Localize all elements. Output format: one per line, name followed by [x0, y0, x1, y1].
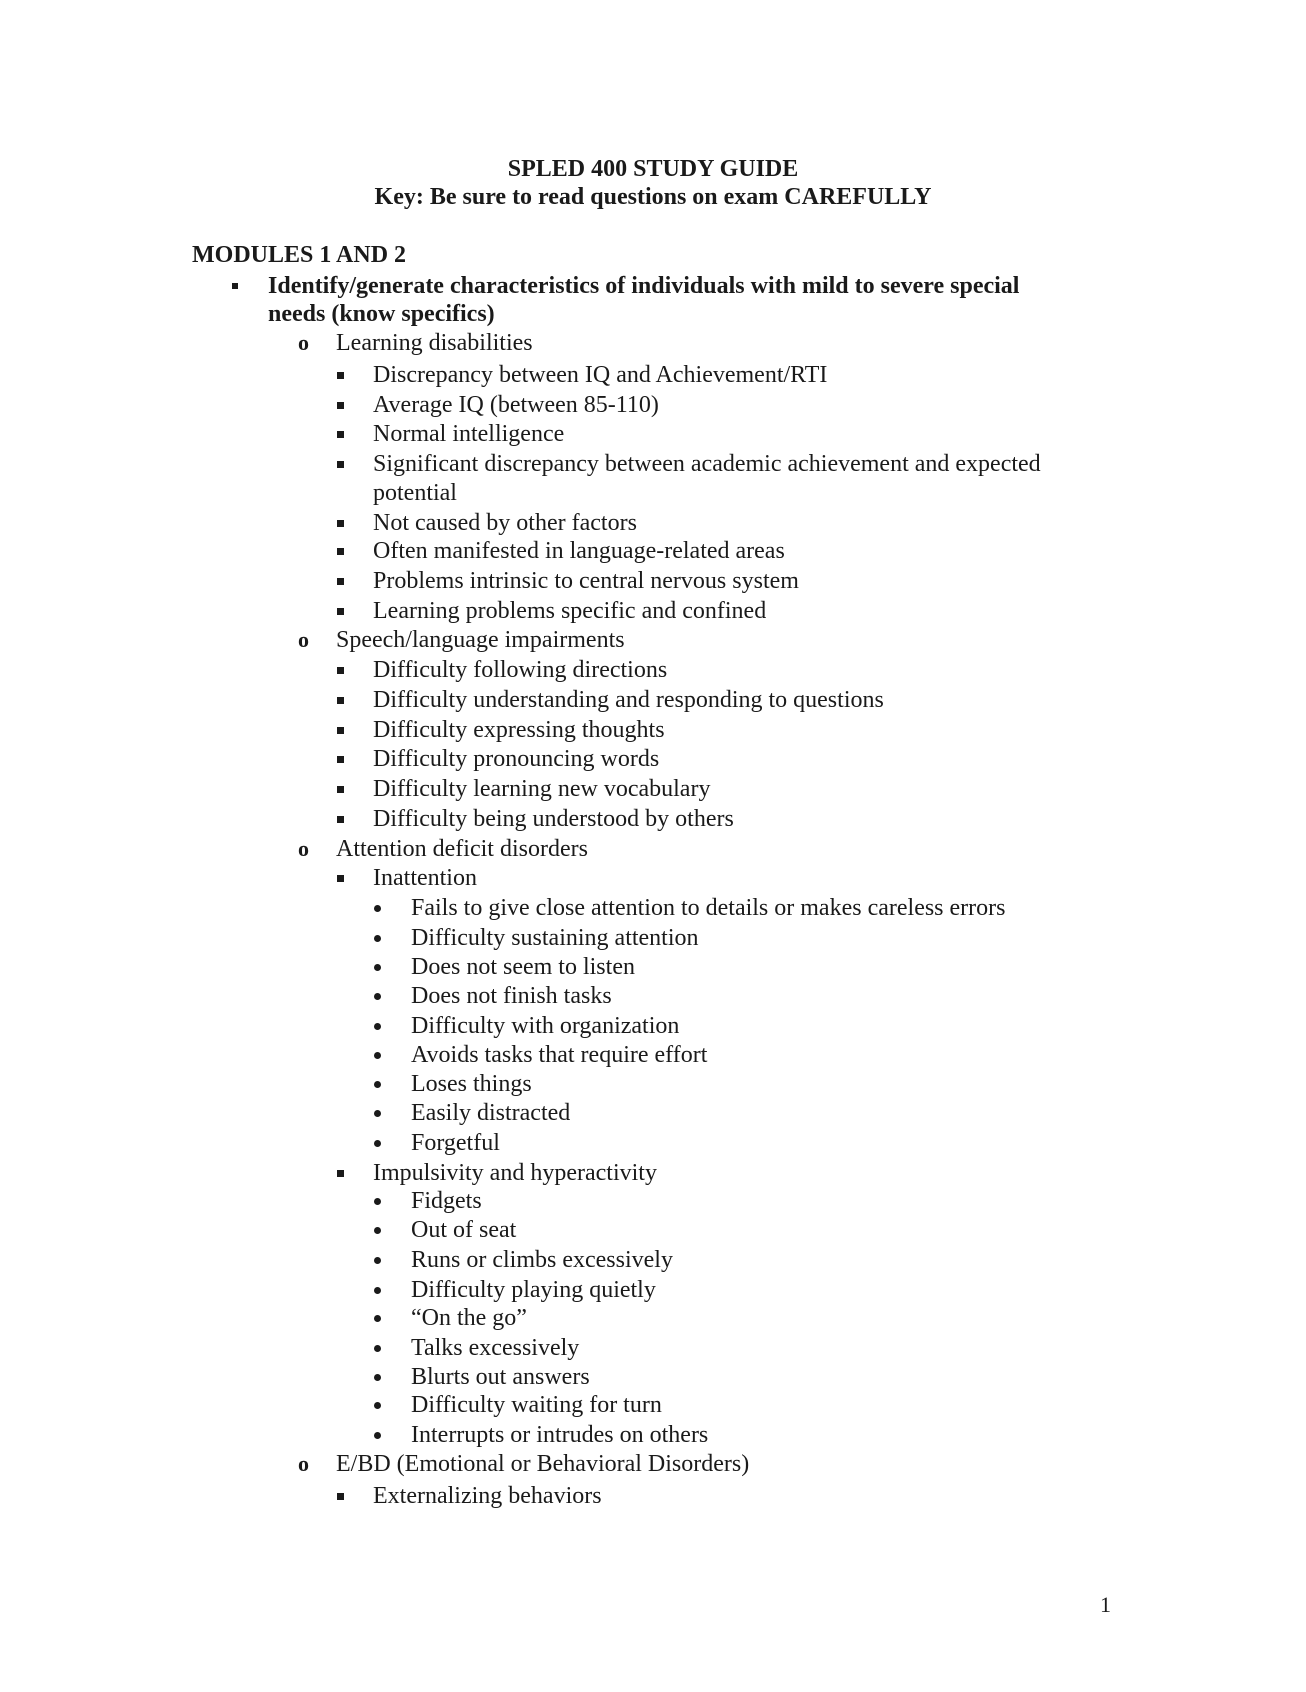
subgroup-label: Impulsivity and hyperactivity	[373, 1160, 657, 1186]
dot-bullet-icon	[374, 1345, 381, 1352]
square-bullet-icon	[337, 461, 344, 468]
list-item: Does not finish tasks	[411, 983, 612, 1009]
dot-bullet-icon	[374, 905, 381, 912]
square-bullet-icon	[337, 548, 344, 555]
dot-bullet-icon	[374, 1287, 381, 1294]
square-bullet-icon	[337, 786, 344, 793]
square-bullet-icon	[337, 727, 344, 734]
dot-bullet-icon	[374, 1227, 381, 1234]
dot-bullet-icon	[374, 1140, 381, 1147]
category-label: Learning disabilities	[336, 330, 533, 356]
dot-bullet-icon	[374, 993, 381, 1000]
dot-bullet-icon	[374, 1402, 381, 1409]
square-bullet-icon	[337, 875, 344, 882]
list-item: Normal intelligence	[373, 421, 565, 447]
list-item: Externalizing behaviors	[373, 1483, 602, 1509]
objective-line: needs (know specifics)	[268, 301, 495, 327]
list-item: Difficulty waiting for turn	[411, 1392, 662, 1418]
square-bullet-icon	[337, 431, 344, 438]
list-item: Difficulty being understood by others	[373, 806, 734, 832]
list-item: Difficulty learning new vocabulary	[373, 776, 711, 802]
category-label: Attention deficit disorders	[336, 836, 588, 862]
list-item: Significant discrepancy between academic achievement and expected	[373, 451, 1041, 477]
dot-bullet-icon	[374, 1315, 381, 1322]
list-item: Fidgets	[411, 1188, 482, 1214]
list-item: Often manifested in language-related areas	[373, 538, 785, 564]
list-item: Difficulty expressing thoughts	[373, 717, 665, 743]
dot-bullet-icon	[374, 1023, 381, 1030]
dot-bullet-icon	[374, 1052, 381, 1059]
list-item: Difficulty with organization	[411, 1013, 680, 1039]
square-bullet-icon	[337, 402, 344, 409]
square-bullet-icon	[337, 520, 344, 527]
list-item: Learning problems specific and confined	[373, 598, 767, 624]
list-item: Easily distracted	[411, 1100, 571, 1126]
list-item: potential	[373, 480, 457, 506]
square-bullet-icon	[337, 1493, 344, 1500]
square-bullet-icon	[337, 1170, 344, 1177]
list-item: Does not seem to listen	[411, 954, 635, 980]
list-item: Difficulty following directions	[373, 657, 668, 683]
square-bullet-icon	[337, 372, 344, 379]
square-bullet-icon	[337, 697, 344, 704]
square-bullet-icon	[337, 816, 344, 823]
square-bullet-icon	[337, 608, 344, 615]
o-bullet-icon: o	[298, 836, 309, 861]
list-item: Avoids tasks that require effort	[411, 1042, 708, 1068]
list-item: Not caused by other factors	[373, 510, 637, 536]
list-item: Out of seat	[411, 1217, 517, 1243]
dot-bullet-icon	[374, 1198, 381, 1205]
square-bullet-icon	[337, 667, 344, 674]
objective-line: Identify/generate characteristics of individuals with mild to severe special	[268, 273, 1020, 299]
o-bullet-icon: o	[298, 627, 309, 652]
list-item: Difficulty understanding and responding to questions	[373, 687, 884, 713]
list-item: Blurts out answers	[411, 1364, 590, 1390]
list-item: Loses things	[411, 1071, 532, 1097]
square-bullet-icon	[337, 578, 344, 585]
list-item: Difficulty playing quietly	[411, 1277, 656, 1303]
o-bullet-icon: o	[298, 1451, 309, 1476]
list-item: Fails to give close attention to details or makes careless errors	[411, 895, 1006, 921]
list-item: Problems intrinsic to central nervous system	[373, 568, 799, 594]
list-item: Runs or climbs excessively	[411, 1247, 673, 1273]
list-item: Difficulty pronouncing words	[373, 746, 660, 772]
dot-bullet-icon	[374, 935, 381, 942]
document-subtitle: Key: Be sure to read questions on exam CAREFULLY	[374, 184, 932, 210]
o-bullet-icon: o	[298, 330, 309, 355]
list-item: Difficulty sustaining attention	[411, 925, 699, 951]
dot-bullet-icon	[374, 1110, 381, 1117]
list-item: Discrepancy between IQ and Achievement/RTI	[373, 362, 828, 388]
category-label: Speech/language impairments	[336, 627, 625, 653]
dot-bullet-icon	[374, 1257, 381, 1264]
list-item: Interrupts or intrudes on others	[411, 1422, 709, 1448]
subgroup-label: Inattention	[373, 865, 477, 891]
section-heading: MODULES 1 AND 2	[192, 242, 407, 268]
dot-bullet-icon	[374, 1432, 381, 1439]
dot-bullet-icon	[374, 1081, 381, 1088]
list-item: Average IQ (between 85-110)	[373, 392, 659, 418]
document-title: SPLED 400 STUDY GUIDE	[507, 156, 799, 182]
dot-bullet-icon	[374, 964, 381, 971]
square-bullet-icon	[337, 756, 344, 763]
dot-bullet-icon	[374, 1374, 381, 1381]
page-number: 1	[1100, 1592, 1111, 1617]
list-item: Talks excessively	[411, 1335, 580, 1361]
category-label: E/BD (Emotional or Behavioral Disorders)	[336, 1451, 750, 1477]
square-bullet-icon	[232, 283, 238, 289]
list-item: “On the go”	[411, 1305, 527, 1331]
list-item: Forgetful	[411, 1130, 500, 1156]
